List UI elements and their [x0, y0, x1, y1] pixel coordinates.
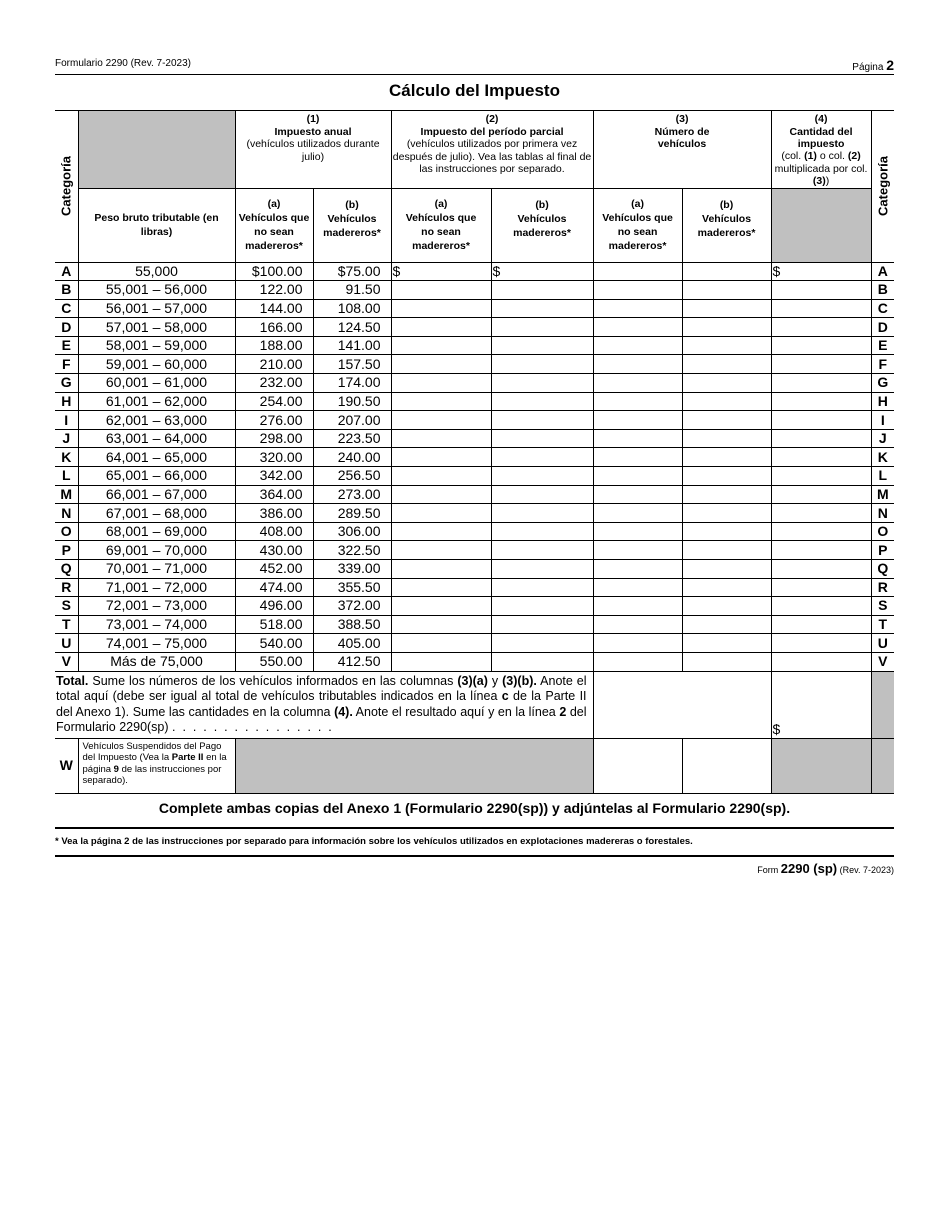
vehicles-a-input[interactable]	[593, 262, 682, 281]
annual-tax-b-cell: 322.50	[313, 541, 391, 560]
vehicles-a-input[interactable]	[593, 299, 682, 318]
table-row	[55, 336, 894, 355]
annual-tax-b-cell: 372.00	[313, 597, 391, 616]
category-cell: R	[55, 578, 78, 597]
vehicles-a-input[interactable]	[593, 560, 682, 579]
col1a-header: (a) Vehículos que no sean madereros*	[235, 188, 313, 262]
partial-tax-a-input[interactable]	[391, 448, 491, 467]
col4-header: (4) Cantidad del impuesto (col. (1) o col. (2) multiplicada por col. (3))	[771, 111, 871, 188]
vehicles-a-input[interactable]	[593, 485, 682, 504]
vehicles-a-input[interactable]	[593, 615, 682, 634]
attach-instruction: Complete ambas copias del Anexo 1 (Formulario 2290(sp)) y adjúntelas al Formulario 2290(sp).	[158, 800, 791, 816]
partial-tax-b-input[interactable]	[491, 560, 593, 579]
tax-amount-input[interactable]	[771, 467, 871, 486]
page-header	[55, 57, 894, 73]
vehicles-a-input[interactable]	[593, 522, 682, 541]
vehicles-a-input[interactable]	[593, 392, 682, 411]
partial-tax-b-input[interactable]	[491, 652, 593, 671]
annual-tax-b-cell: 207.00	[313, 411, 391, 430]
total-vehicles-input[interactable]	[593, 671, 771, 738]
tax-amount-input[interactable]	[771, 634, 871, 653]
category-cell: F	[55, 355, 78, 374]
vehicles-b-input[interactable]	[682, 652, 771, 671]
annual-tax-a-cell: 496.00	[235, 597, 313, 616]
category-cell: N	[871, 504, 894, 523]
annual-tax-b-cell: 412.50	[313, 652, 391, 671]
form-revision: (Rev. 7-2023)	[839, 865, 894, 875]
category-cell: E	[55, 336, 78, 355]
total-tax-input[interactable]: $	[771, 671, 871, 738]
annual-tax-a-cell: 364.00	[235, 485, 313, 504]
tax-amount-input[interactable]	[771, 374, 871, 393]
annual-tax-a-cell: 210.00	[235, 355, 313, 374]
annual-tax-b-cell: 141.00	[313, 336, 391, 355]
tax-amount-input[interactable]	[771, 318, 871, 337]
weight-cell: 61,001 – 62,000	[78, 392, 235, 411]
partial-tax-a-input[interactable]	[391, 374, 491, 393]
tax-amount-input[interactable]	[771, 336, 871, 355]
category-cell: H	[55, 392, 78, 411]
weight-cell: 56,001 – 57,000	[78, 299, 235, 318]
partial-tax-a-input[interactable]	[391, 429, 491, 448]
partial-tax-a-input[interactable]	[391, 504, 491, 523]
category-cell: S	[55, 597, 78, 616]
page-indicator	[852, 57, 894, 73]
annual-tax-a-cell: 540.00	[235, 634, 313, 653]
partial-tax-b-input[interactable]	[491, 634, 593, 653]
vehicles-a-input[interactable]	[593, 467, 682, 486]
table-row	[55, 374, 894, 393]
category-cell: O	[871, 522, 894, 541]
vehicles-b-input[interactable]	[682, 429, 771, 448]
footnote: * Vea la página 2 de las instrucciones por separado para información sobre los vehículos utilizados en explotaciones madereras o forestales.	[55, 836, 693, 847]
col3-header: (3) Número de vehículos	[593, 111, 771, 188]
weight-cell: 74,001 – 75,000	[78, 634, 235, 653]
col2b-header: (b) Vehículos madereros*	[491, 188, 593, 262]
table-row	[55, 429, 894, 448]
vehicles-b-input[interactable]	[682, 485, 771, 504]
annual-tax-a-cell: 298.00	[235, 429, 313, 448]
vehicles-a-input[interactable]	[593, 355, 682, 374]
annual-tax-b-cell: 306.00	[313, 522, 391, 541]
tax-amount-input[interactable]	[771, 429, 871, 448]
vehicles-a-input[interactable]	[593, 634, 682, 653]
weight-cell: 63,001 – 64,000	[78, 429, 235, 448]
partial-tax-a-input[interactable]	[391, 615, 491, 634]
category-cell: I	[871, 411, 894, 430]
partial-tax-a-input[interactable]	[391, 560, 491, 579]
annual-tax-a-cell: 342.00	[235, 467, 313, 486]
tax-amount-input[interactable]	[771, 448, 871, 467]
category-cell: N	[55, 504, 78, 523]
vehicles-a-input[interactable]	[593, 318, 682, 337]
annual-tax-b-cell: 223.50	[313, 429, 391, 448]
category-cell: H	[871, 392, 894, 411]
category-cell: C	[55, 299, 78, 318]
table-row	[55, 411, 894, 430]
weight-cell: 73,001 – 74,000	[78, 615, 235, 634]
annual-tax-b-cell: 190.50	[313, 392, 391, 411]
vehicles-b-input[interactable]	[682, 615, 771, 634]
partial-tax-a-input[interactable]: $	[391, 262, 491, 281]
weight-cell: 57,001 – 58,000	[78, 318, 235, 337]
divider	[55, 855, 894, 857]
partial-tax-a-input[interactable]	[391, 336, 491, 355]
category-cell: K	[871, 448, 894, 467]
annual-tax-a-cell: 254.00	[235, 392, 313, 411]
partial-tax-a-input[interactable]	[391, 281, 491, 300]
tax-amount-input[interactable]: $	[771, 262, 871, 281]
category-cell: Q	[55, 560, 78, 579]
weight-cell: 66,001 – 67,000	[78, 485, 235, 504]
header-row-1	[55, 111, 894, 188]
partial-tax-a-input[interactable]	[391, 634, 491, 653]
form-number: 2290 (sp)	[780, 861, 838, 876]
tax-amount-input[interactable]	[771, 281, 871, 300]
vehicles-a-input[interactable]	[593, 429, 682, 448]
annual-tax-b-cell: $75.00	[313, 262, 391, 281]
table-row	[55, 485, 894, 504]
page-label: Página	[852, 62, 884, 73]
annual-tax-a-cell: 122.00	[235, 281, 313, 300]
category-cell: L	[55, 467, 78, 486]
divider	[55, 74, 894, 75]
partial-tax-b-input[interactable]	[491, 615, 593, 634]
annual-tax-a-cell: 518.00	[235, 615, 313, 634]
shaded-cell	[871, 738, 894, 793]
category-cell: B	[55, 281, 78, 300]
vehicles-b-input[interactable]	[682, 560, 771, 579]
annual-tax-b-cell: 91.50	[313, 281, 391, 300]
partial-tax-b-input[interactable]	[491, 411, 593, 430]
partial-tax-b-input[interactable]	[491, 318, 593, 337]
suspended-3b-input[interactable]	[682, 738, 771, 793]
form-reference: Formulario 2290 (Rev. 7-2023)	[55, 58, 191, 69]
vehicles-b-input[interactable]	[682, 634, 771, 653]
col1b-header: (b) Vehículos madereros*	[313, 188, 391, 262]
partial-tax-a-input[interactable]	[391, 597, 491, 616]
category-cell: A	[55, 262, 78, 281]
vehicles-a-input[interactable]	[593, 597, 682, 616]
table-row	[55, 634, 894, 653]
tax-amount-input[interactable]	[771, 578, 871, 597]
category-cell: V	[871, 652, 894, 671]
table-row	[55, 392, 894, 411]
shaded-col4-cell	[771, 188, 871, 262]
category-cell: P	[55, 541, 78, 560]
category-cell: Q	[871, 560, 894, 579]
annual-tax-a-cell: 166.00	[235, 318, 313, 337]
partial-tax-b-input[interactable]	[491, 299, 593, 318]
annual-tax-b-cell: 388.50	[313, 615, 391, 634]
vehicles-a-input[interactable]	[593, 448, 682, 467]
category-cell: I	[55, 411, 78, 430]
weight-cell: 70,001 – 71,000	[78, 560, 235, 579]
partial-tax-b-input[interactable]	[491, 281, 593, 300]
weight-cell: 67,001 – 68,000	[78, 504, 235, 523]
annual-tax-a-cell: 408.00	[235, 522, 313, 541]
partial-tax-b-input[interactable]	[491, 374, 593, 393]
shaded-cell	[771, 738, 871, 793]
category-cell: O	[55, 522, 78, 541]
category-cell: S	[871, 597, 894, 616]
vehicles-b-input[interactable]	[682, 392, 771, 411]
vehicles-b-input[interactable]	[682, 467, 771, 486]
table-row	[55, 448, 894, 467]
header-row-2	[55, 188, 894, 262]
table-row	[55, 504, 894, 523]
category-cell: C	[871, 299, 894, 318]
weight-cell: 55,000	[78, 262, 235, 281]
tax-calculation-table	[55, 111, 894, 794]
col3b-header: (b) Vehículos madereros*	[682, 188, 771, 262]
divider	[55, 827, 894, 829]
category-header-left: Categoría	[55, 111, 78, 262]
table-row	[55, 355, 894, 374]
vehicles-b-input[interactable]	[682, 541, 771, 560]
weight-cell: 65,001 – 66,000	[78, 467, 235, 486]
w-row	[55, 738, 894, 793]
category-cell: F	[871, 355, 894, 374]
category-w: W	[55, 738, 78, 793]
weight-cell: 59,001 – 60,000	[78, 355, 235, 374]
partial-tax-a-input[interactable]	[391, 578, 491, 597]
partial-tax-a-input[interactable]	[391, 318, 491, 337]
tax-amount-input[interactable]	[771, 541, 871, 560]
total-row	[55, 671, 894, 738]
weight-cell: 55,001 – 56,000	[78, 281, 235, 300]
col1-header: (1) Impuesto anual (vehículos utilizados durante julio)	[235, 111, 391, 188]
category-cell: A	[871, 262, 894, 281]
weight-cell: 62,001 – 63,000	[78, 411, 235, 430]
annual-tax-b-cell: 108.00	[313, 299, 391, 318]
category-cell: E	[871, 336, 894, 355]
tax-amount-input[interactable]	[771, 560, 871, 579]
shaded-cell	[235, 738, 593, 793]
vehicles-a-input[interactable]	[593, 504, 682, 523]
category-cell: D	[871, 318, 894, 337]
annual-tax-a-cell: 188.00	[235, 336, 313, 355]
annual-tax-b-cell: 355.50	[313, 578, 391, 597]
annual-tax-a-cell: 232.00	[235, 374, 313, 393]
weight-cell: 71,001 – 72,000	[78, 578, 235, 597]
partial-tax-b-input[interactable]	[491, 597, 593, 616]
col2a-header: (a) Vehículos que no sean madereros*	[391, 188, 491, 262]
partial-tax-a-input[interactable]	[391, 652, 491, 671]
weight-cell: 64,001 – 65,000	[78, 448, 235, 467]
category-cell: M	[55, 485, 78, 504]
partial-tax-b-input[interactable]	[491, 392, 593, 411]
vehicles-b-input[interactable]	[682, 299, 771, 318]
vehicles-b-input[interactable]	[682, 374, 771, 393]
table-row	[55, 262, 894, 281]
annual-tax-b-cell: 256.50	[313, 467, 391, 486]
weight-cell: 69,001 – 70,000	[78, 541, 235, 560]
annual-tax-a-cell: 452.00	[235, 560, 313, 579]
col3a-header: (a) Vehículos que no sean madereros*	[593, 188, 682, 262]
page-number: 2	[886, 57, 894, 73]
partial-tax-a-input[interactable]	[391, 355, 491, 374]
annual-tax-b-cell: 240.00	[313, 448, 391, 467]
partial-tax-b-input[interactable]	[491, 522, 593, 541]
annual-tax-b-cell: 289.50	[313, 504, 391, 523]
vehicles-b-input[interactable]	[682, 448, 771, 467]
partial-tax-a-input[interactable]	[391, 522, 491, 541]
vehicles-b-input[interactable]	[682, 318, 771, 337]
col2-header: (2) Impuesto del período parcial (vehículos utilizados por primera vez después de julio). Vea las tablas al final de las instrucciones por separado.	[391, 111, 593, 188]
vehicles-b-input[interactable]	[682, 578, 771, 597]
category-cell: P	[871, 541, 894, 560]
partial-tax-b-input[interactable]	[491, 467, 593, 486]
annual-tax-b-cell: 157.50	[313, 355, 391, 374]
vehicles-a-input[interactable]	[593, 652, 682, 671]
category-cell: T	[55, 615, 78, 634]
partial-tax-b-input[interactable]	[491, 429, 593, 448]
annual-tax-a-cell: 474.00	[235, 578, 313, 597]
partial-tax-b-input[interactable]	[491, 541, 593, 560]
category-header-right: Categoría	[871, 111, 894, 262]
form-word: Form	[757, 865, 779, 875]
category-cell: J	[55, 429, 78, 448]
partial-tax-a-input[interactable]	[391, 392, 491, 411]
vehicles-a-input[interactable]	[593, 281, 682, 300]
total-instructions: Total. Sume los números de los vehículos informados en las columnas (3)(a) y (3)(b). Anote el total aquí (debe ser igual al total de vehículos tributables indicados en la línea c de la Parte II del Anexo 1). Sume las cantidades en la columna (4). Anote el resultado aquí y en la línea 2 del Formulario 2290(sp) . . . . . . . . . . . . . . . .	[55, 671, 593, 738]
partial-tax-a-input[interactable]	[391, 541, 491, 560]
weight-cell: Más de 75,000	[78, 652, 235, 671]
category-cell: L	[871, 467, 894, 486]
category-cell: V	[55, 652, 78, 671]
category-cell: D	[55, 318, 78, 337]
category-cell: J	[871, 429, 894, 448]
vehicles-b-input[interactable]	[682, 522, 771, 541]
table-row	[55, 318, 894, 337]
form-footer	[757, 861, 894, 876]
table-row	[55, 578, 894, 597]
annual-tax-b-cell: 124.50	[313, 318, 391, 337]
vehicles-b-input[interactable]	[682, 281, 771, 300]
vehicles-b-input[interactable]	[682, 597, 771, 616]
vehicles-a-input[interactable]	[593, 541, 682, 560]
partial-tax-a-input[interactable]	[391, 467, 491, 486]
table-row	[55, 541, 894, 560]
table-row	[55, 281, 894, 300]
annual-tax-a-cell: 386.00	[235, 504, 313, 523]
table-row	[55, 467, 894, 486]
weight-cell: 68,001 – 69,000	[78, 522, 235, 541]
tax-amount-input[interactable]	[771, 652, 871, 671]
category-cell: K	[55, 448, 78, 467]
annual-tax-b-cell: 339.00	[313, 560, 391, 579]
partial-tax-b-input[interactable]	[491, 485, 593, 504]
tax-amount-input[interactable]	[771, 597, 871, 616]
category-cell: M	[871, 485, 894, 504]
vehicles-a-input[interactable]	[593, 336, 682, 355]
partial-tax-b-input[interactable]	[491, 578, 593, 597]
table-row	[55, 522, 894, 541]
tax-amount-input[interactable]	[771, 299, 871, 318]
category-cell: U	[55, 634, 78, 653]
vehicles-a-input[interactable]	[593, 578, 682, 597]
table-row	[55, 560, 894, 579]
vehicles-b-input[interactable]	[682, 336, 771, 355]
partial-tax-b-input[interactable]	[491, 448, 593, 467]
weight-cell: 60,001 – 61,000	[78, 374, 235, 393]
page-title: Cálculo del Impuesto	[389, 81, 560, 100]
category-cell: T	[871, 615, 894, 634]
annual-tax-a-cell: 550.00	[235, 652, 313, 671]
partial-tax-a-input[interactable]	[391, 485, 491, 504]
vehicles-b-input[interactable]	[682, 504, 771, 523]
weight-header: Peso bruto tributable (en libras)	[78, 188, 235, 262]
annual-tax-a-cell: 276.00	[235, 411, 313, 430]
shaded-cell	[871, 671, 894, 738]
table-row	[55, 299, 894, 318]
category-cell: U	[871, 634, 894, 653]
table-row	[55, 615, 894, 634]
tax-amount-input[interactable]	[771, 615, 871, 634]
vehicles-b-input[interactable]	[682, 355, 771, 374]
weight-cell: 58,001 – 59,000	[78, 336, 235, 355]
tax-amount-input[interactable]	[771, 485, 871, 504]
annual-tax-a-cell: 430.00	[235, 541, 313, 560]
annual-tax-b-cell: 273.00	[313, 485, 391, 504]
tax-amount-input[interactable]	[771, 522, 871, 541]
vehicles-a-input[interactable]	[593, 374, 682, 393]
vehicles-a-input[interactable]	[593, 411, 682, 430]
tax-amount-input[interactable]	[771, 411, 871, 430]
tax-amount-input[interactable]	[771, 392, 871, 411]
weight-cell: 72,001 – 73,000	[78, 597, 235, 616]
vehicles-b-input[interactable]	[682, 411, 771, 430]
partial-tax-b-input[interactable]: $	[491, 262, 593, 281]
annual-tax-a-cell: 320.00	[235, 448, 313, 467]
partial-tax-b-input[interactable]	[491, 504, 593, 523]
tax-amount-input[interactable]	[771, 355, 871, 374]
table-row	[55, 597, 894, 616]
shaded-header-cell	[78, 111, 235, 188]
table-row	[55, 652, 894, 671]
suspended-3a-input[interactable]	[593, 738, 682, 793]
partial-tax-a-input[interactable]	[391, 299, 491, 318]
category-cell: R	[871, 578, 894, 597]
annual-tax-b-cell: 174.00	[313, 374, 391, 393]
annual-tax-b-cell: 405.00	[313, 634, 391, 653]
suspended-vehicles-label: Vehículos Suspendidos del Pago del Impuesto (Vea la Parte II en la página 9 de las instrucciones por separado).	[78, 738, 235, 793]
annual-tax-a-cell: $100.00	[235, 262, 313, 281]
partial-tax-b-input[interactable]	[491, 336, 593, 355]
partial-tax-a-input[interactable]	[391, 411, 491, 430]
category-cell: G	[55, 374, 78, 393]
tax-amount-input[interactable]	[771, 504, 871, 523]
category-cell: B	[871, 281, 894, 300]
partial-tax-b-input[interactable]	[491, 355, 593, 374]
vehicles-b-input[interactable]	[682, 262, 771, 281]
annual-tax-a-cell: 144.00	[235, 299, 313, 318]
category-cell: G	[871, 374, 894, 393]
